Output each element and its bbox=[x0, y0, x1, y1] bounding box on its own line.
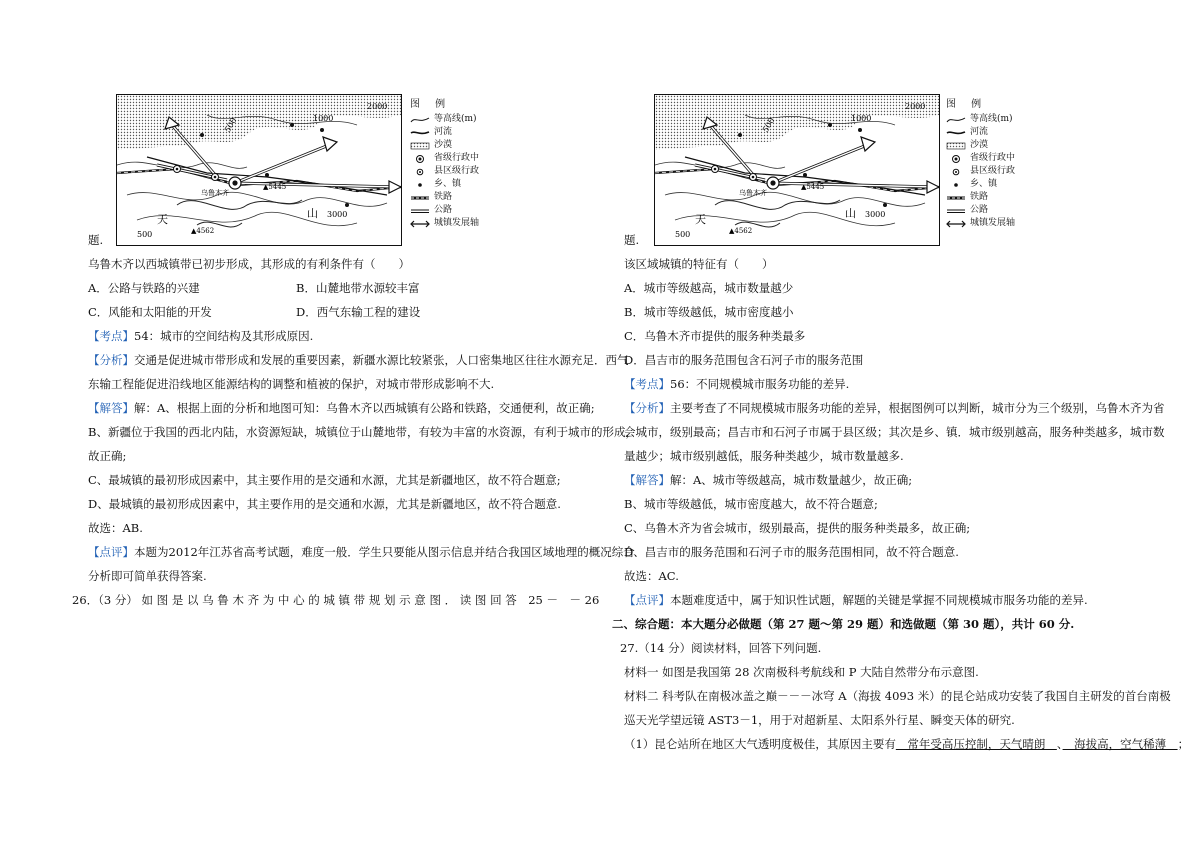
fenxi-line: 会城市，级别最高；昌吉市和石河子市属于县区级；其次是乡、镇．城市级别越高，服务种类越多，城市数 bbox=[624, 425, 1165, 439]
legend-item: 铁路 bbox=[410, 191, 500, 204]
map-contour-500: 500 bbox=[760, 116, 777, 134]
legend-item: 县区级行政 bbox=[410, 165, 500, 178]
map-legend bbox=[946, 98, 1036, 230]
desert-icon bbox=[946, 142, 966, 150]
development-axis-icon bbox=[946, 220, 966, 228]
dianping: 【点评】本题难度适中，属于知识性试题，解题的关键是掌握不同规模城市服务功能的差异. bbox=[624, 593, 1088, 607]
option-d: D．西气东输工程的建设 bbox=[296, 305, 421, 319]
jieda-line: B、城市等级越低，城市密度越大，故不符合题意; bbox=[624, 497, 878, 511]
jieda-tag: 【解答】 bbox=[624, 473, 670, 487]
map-peak-5445: ▲5445 bbox=[801, 183, 825, 191]
legend-item: 公路 bbox=[410, 204, 500, 217]
jieda-line: C、最城镇的最初形成因素中，其主要作用的是交通和水源，尤其是新疆地区，故不符合题意; bbox=[88, 473, 561, 487]
map-contour-3000: 3000 bbox=[327, 210, 348, 219]
jieda-line: D、最城镇的最初形成因素中，其主要作用的是交通和水源，尤其是新疆地区，故不符合题意. bbox=[88, 497, 561, 511]
legend-item: 铁路 bbox=[946, 191, 1036, 204]
option-d: D．昌吉市的服务范围包含石河子市的服务范围 bbox=[624, 353, 864, 367]
contour-line-icon bbox=[946, 116, 966, 124]
jieda-line: 故正确; bbox=[88, 449, 127, 463]
dianping: 【点评】本题为2012年江苏省高考试题，难度一般．学生只要能从图示信息并结合我国区域地理的概况综合 bbox=[88, 545, 635, 559]
option-a: A．公路与铁路的兴建 bbox=[88, 281, 200, 295]
highway-icon bbox=[410, 207, 430, 215]
fenxi-tag: 【分析】 bbox=[624, 401, 670, 415]
answer: 故选：AC. bbox=[624, 569, 679, 583]
option-c: C．风能和太阳能的开发 bbox=[88, 305, 212, 319]
map-peak-4562: ▲4562 bbox=[729, 227, 753, 235]
fenxi-tag: 【分析】 bbox=[88, 353, 134, 367]
fenxi-line: 东输工程能促进沿线地区能源结构的调整和植被的保护，对城市带形成影响不大. bbox=[88, 377, 495, 391]
answer: 故选：AB. bbox=[88, 521, 143, 535]
map-contour-500b: 500 bbox=[675, 230, 691, 239]
development-axis-icon bbox=[410, 220, 430, 228]
legend-item: 河流 bbox=[410, 126, 500, 139]
jieda-line: D、昌吉市的服务范围和石河子市的服务范围相同，故不符合题意. bbox=[624, 545, 959, 559]
jieda-tag: 【解答】 bbox=[88, 401, 134, 415]
legend-item: 省级行政中 bbox=[946, 152, 1036, 165]
county-center-icon bbox=[946, 168, 966, 176]
map-contour-500: 500 bbox=[222, 116, 239, 134]
jieda-line: B、新疆位于我国的西北内陆，水资源短缺，城镇位于山麓地带，有较为丰富的水资源，有利于城市的形成， bbox=[88, 425, 637, 439]
railway-icon bbox=[410, 194, 430, 202]
question-stem: 该区域城镇的特征有（ ） bbox=[624, 257, 774, 271]
kaodian: 【考点】54：城市的空间结构及其形成原因. bbox=[88, 329, 314, 343]
material-1: 材料一 如图是我国第 28 次南极科考航线和 P 大陆自然带分布示意图. bbox=[624, 665, 979, 679]
contour-line-icon bbox=[410, 116, 430, 124]
legend-title: 图 例 bbox=[946, 99, 988, 110]
kaodian-tag: 【考点】 bbox=[88, 329, 134, 343]
town-icon bbox=[410, 181, 430, 189]
provincial-capital-icon bbox=[410, 155, 430, 163]
dianping-line: 分析即可简单获得答案. bbox=[88, 569, 207, 583]
map-legend bbox=[410, 98, 500, 230]
option-b: B．山麓地带水源较丰富 bbox=[296, 281, 420, 295]
town-icon bbox=[946, 181, 966, 189]
option-a: A．城市等级越高，城市数量越少 bbox=[624, 281, 794, 295]
fenxi: 【分析】主要考查了不同规模城市服务功能的差异，根据图例可以判断，城市分为三个级别，乌鲁木齐为省 bbox=[624, 401, 1165, 415]
desert-icon bbox=[410, 142, 430, 150]
dianping-tag: 【点评】 bbox=[624, 593, 670, 607]
cut-suffix: 题. bbox=[88, 233, 104, 247]
map-contour-1000: 1000 bbox=[851, 114, 872, 123]
legend-item: 沙漠 bbox=[946, 139, 1036, 152]
railway-icon bbox=[946, 194, 966, 202]
legend-item: 城镇发展轴 bbox=[946, 217, 1036, 230]
kaodian: 【考点】56：不同规模城市服务功能的差异. bbox=[624, 377, 850, 391]
map-drawing bbox=[655, 95, 939, 245]
county-center-icon bbox=[410, 168, 430, 176]
option-c: C．乌鲁木齐市提供的服务种类最多 bbox=[624, 329, 806, 343]
map-label-tian: 天 bbox=[157, 213, 168, 226]
river-icon bbox=[946, 129, 966, 137]
legend-item: 省级行政中 bbox=[410, 152, 500, 165]
kaodian-tag: 【考点】 bbox=[624, 377, 670, 391]
question-27: 27.（14 分）阅读材料，回答下列问题. bbox=[620, 641, 822, 655]
fenxi-line: 量越少；城市级别越低，服务种类越少，城市数量越多. bbox=[624, 449, 904, 463]
map-label-urumqi: 乌鲁木齐 bbox=[201, 189, 229, 197]
material-2-line: 巡天光学望远镜 AST3－1，用于对超新星、太阳系外行星、瞬变天体的研究. bbox=[624, 713, 1015, 727]
map-contour-2000: 2000 bbox=[905, 102, 926, 111]
river-icon bbox=[410, 129, 430, 137]
map-contour-1000: 1000 bbox=[313, 114, 334, 123]
jieda: 【解答】解：A、城市等级越高，城市数量越少，故正确; bbox=[624, 473, 913, 487]
map-drawing bbox=[117, 95, 401, 245]
answer-blank-2: 海拔高，空气稀薄 bbox=[1062, 737, 1178, 751]
legend-item: 公路 bbox=[946, 204, 1036, 217]
provincial-capital-icon bbox=[946, 155, 966, 163]
map-contour-2000: 2000 bbox=[367, 102, 388, 111]
legend-item: 等高线(m) bbox=[946, 113, 1036, 126]
question-stem: 乌鲁木齐以西城镇带已初步形成，其形成的有利条件有（ ） bbox=[88, 257, 410, 271]
map-contour-500b: 500 bbox=[137, 230, 153, 239]
map-peak-5445: ▲5445 bbox=[263, 183, 287, 191]
answer-blank-1: 常年受高压控制，天气晴朗 bbox=[895, 737, 1057, 751]
map-label-urumqi: 乌鲁木齐 bbox=[739, 189, 767, 197]
highway-icon bbox=[946, 207, 966, 215]
legend-item: 县区级行政 bbox=[946, 165, 1036, 178]
option-b: B．城市等级越低，城市密度越小 bbox=[624, 305, 794, 319]
legend-item: 乡、镇 bbox=[946, 178, 1036, 191]
urumqi-map bbox=[654, 94, 940, 246]
material-2: 材料二 科考队在南极冰盖之巅－－－冰穹 A（海拔 4093 米）的昆仑站成功安装了我国自主研发的首台南极 bbox=[624, 689, 1171, 703]
legend-item: 沙漠 bbox=[410, 139, 500, 152]
urumqi-map bbox=[116, 94, 402, 246]
sub-question-1: （1）昆仑站所在地区大气透明度极佳，其原因主要有 常年受高压控制，天气晴朗 、 海拔高，空气稀薄 ； bbox=[624, 737, 1190, 751]
question-26: 26．（3 分） 如 图 是 以 乌 鲁 木 齐 为 中 心 的 城 镇 带 规 划 示 意 图 ． 读 图 回 答 25 － － 26 bbox=[72, 593, 600, 607]
map-contour-3000: 3000 bbox=[865, 210, 886, 219]
legend-item: 等高线(m) bbox=[410, 113, 500, 126]
map-label-shan: 山 bbox=[307, 207, 318, 220]
legend-title: 图 例 bbox=[410, 99, 452, 110]
jieda: 【解答】解：A、根据上面的分析和地图可知：乌鲁木齐以西城镇有公路和铁路，交通便利，故正确; bbox=[88, 401, 595, 415]
legend-item: 河流 bbox=[946, 126, 1036, 139]
legend-item: 乡、镇 bbox=[410, 178, 500, 191]
dianping-tag: 【点评】 bbox=[88, 545, 134, 559]
map-label-tian: 天 bbox=[695, 213, 706, 226]
legend-item: 城镇发展轴 bbox=[410, 217, 500, 230]
fenxi: 【分析】交通是促进城市带形成和发展的重要因素，新疆水源比较紧张，人口密集地区往往水源充足．西气 bbox=[88, 353, 629, 367]
section-2-heading: 二、综合题：本大题分必做题（第 27 题～第 29 题）和选做题（第 30 题），共计 60 分. bbox=[612, 617, 1075, 631]
map-peak-4562: ▲4562 bbox=[191, 227, 215, 235]
jieda-line: C、乌鲁木齐为省会城市，级别最高，提供的服务种类最多，故正确; bbox=[624, 521, 971, 535]
map-label-shan: 山 bbox=[845, 207, 856, 220]
cut-suffix: 题. bbox=[624, 233, 640, 247]
